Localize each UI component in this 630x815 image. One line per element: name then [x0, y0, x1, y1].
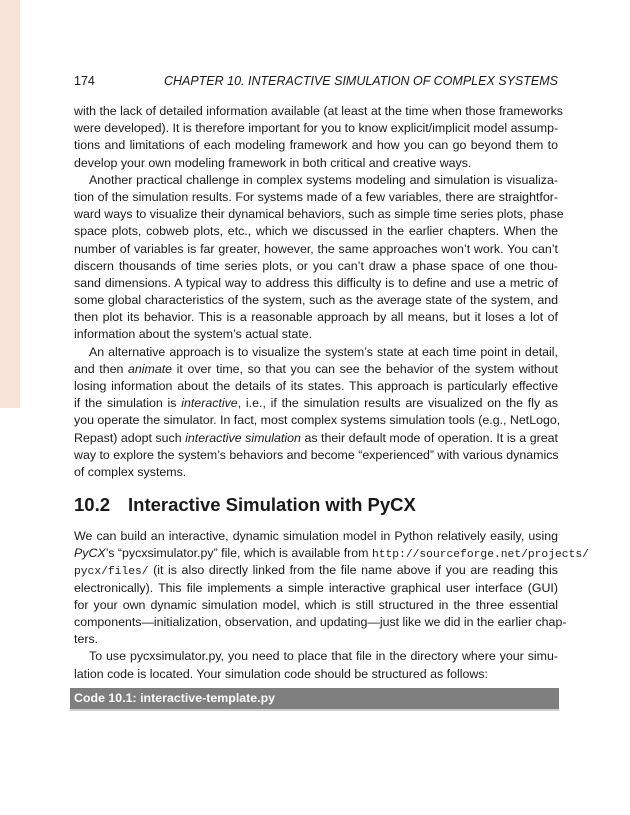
url-link[interactable]: http://sourceforge.net/projects/: [371, 549, 589, 562]
text-line: pycx/files/ (it is also directly linked from the file name above if you are reading this: [74, 563, 558, 579]
text-line: some global characteristics of the system, such as the average state of the system, and: [74, 293, 558, 308]
text-line: PyCX’s “pycxsimulator.py” file, which is available from http://sourceforge.net/projects/: [74, 546, 589, 562]
emphasis: interactive simulation: [185, 430, 301, 445]
section-number: 10.2: [74, 494, 111, 515]
text-line: ters.: [74, 632, 99, 647]
text-line: information about the system’s actual state.: [74, 327, 313, 342]
text-line: were developed). It is therefore important for you to know explicit/implicit model assump-: [74, 121, 559, 136]
text-line: for your own dynamic simulation model, which is still structured in the three essential: [74, 597, 558, 612]
emphasis: interactive: [181, 396, 238, 411]
text-line: number of variables is far greater, however, the same approaches won’t work. You can’t: [74, 241, 558, 256]
section-heading: [74, 493, 558, 517]
text-line: then plot its behavior. This is a reasonable approach by all means, but it loses a lot of: [74, 310, 558, 325]
page-header: [74, 73, 558, 89]
emphasis: animate: [127, 361, 173, 376]
text-line: tion of the simulation results. For systems made of a few variables, there are straightfor-: [74, 189, 558, 204]
text-line: electronically). This file implements a simple interactive graphical user interface (GUI): [74, 580, 558, 595]
body-text: [74, 103, 564, 481]
text-line: An alternative approach is to visualize the system’s state at each time point in detail,: [89, 344, 558, 359]
url-link[interactable]: pycx/files/: [74, 566, 149, 579]
text-line: way to explore the system’s behaviors and become “experienced” with various dynamics: [74, 447, 559, 462]
text-line: Repast) adopt such interactive simulation as their default mode of operation. It is a great: [74, 430, 558, 445]
emphasis: PyCX: [74, 546, 106, 561]
page-number: 174: [74, 74, 95, 88]
text-line: if the simulation is interactive, i.e., if the simulation results are visualized on the fly as: [74, 396, 559, 411]
code-caption: Code 10.1: interactive-template.py: [70, 688, 559, 709]
text-line: with the lack of detailed information available (at least at the time when those frameworks: [74, 104, 563, 118]
code-divider: [70, 709, 559, 711]
text-line: tions and limitations of each modeling framework and how you can go beyond them to: [74, 138, 558, 153]
running-head: CHAPTER 10. INTERACTIVE SIMULATION OF COMPLEX SYSTEMS: [163, 74, 558, 88]
text-line: ward ways to visualize their dynamical behaviors, such as simple time series plots, phase: [74, 207, 564, 222]
section-body-text: [74, 528, 589, 683]
text-line: you operate the simulator. In fact, most complex systems simulation tools (e.g., NetLogo,: [74, 413, 561, 428]
text-line: lation code is located. Your simulation code should be structured as follows:: [74, 666, 488, 681]
text-line: space plots, cobweb plots, etc., which we discussed in the earlier chapters. When the: [74, 224, 558, 239]
section-title: Interactive Simulation with PyCX: [128, 494, 416, 515]
text-line: develop your own modeling framework in both critical and creative ways.: [74, 155, 472, 170]
text-line: To use pycxsimulator.py, you need to place that file in the directory where your simu-: [89, 649, 558, 664]
text-line: of complex systems.: [74, 464, 187, 479]
text-line: discern thousands of time series plots, or you can’t draw a phase space of one thou-: [74, 258, 558, 273]
text-line: sand dimensions. A typical way to address this difficulty is to define and use a metric of: [74, 275, 558, 290]
text-line: and then animate it over time, so that you can see the behavior of the system without: [74, 361, 558, 376]
text-line: components—initialization, observation, and updating—just like we did in the earlier chap-: [74, 614, 567, 629]
text-line: We can build an interactive, dynamic simulation model in Python relatively easily, using: [74, 529, 558, 543]
text-line: Another practical challenge in complex systems modeling and simulation is visualiza-: [89, 172, 558, 187]
margin-strip: [0, 0, 20, 408]
text-line: losing information about the details of its states. This approach is particularly effective: [74, 379, 558, 393]
